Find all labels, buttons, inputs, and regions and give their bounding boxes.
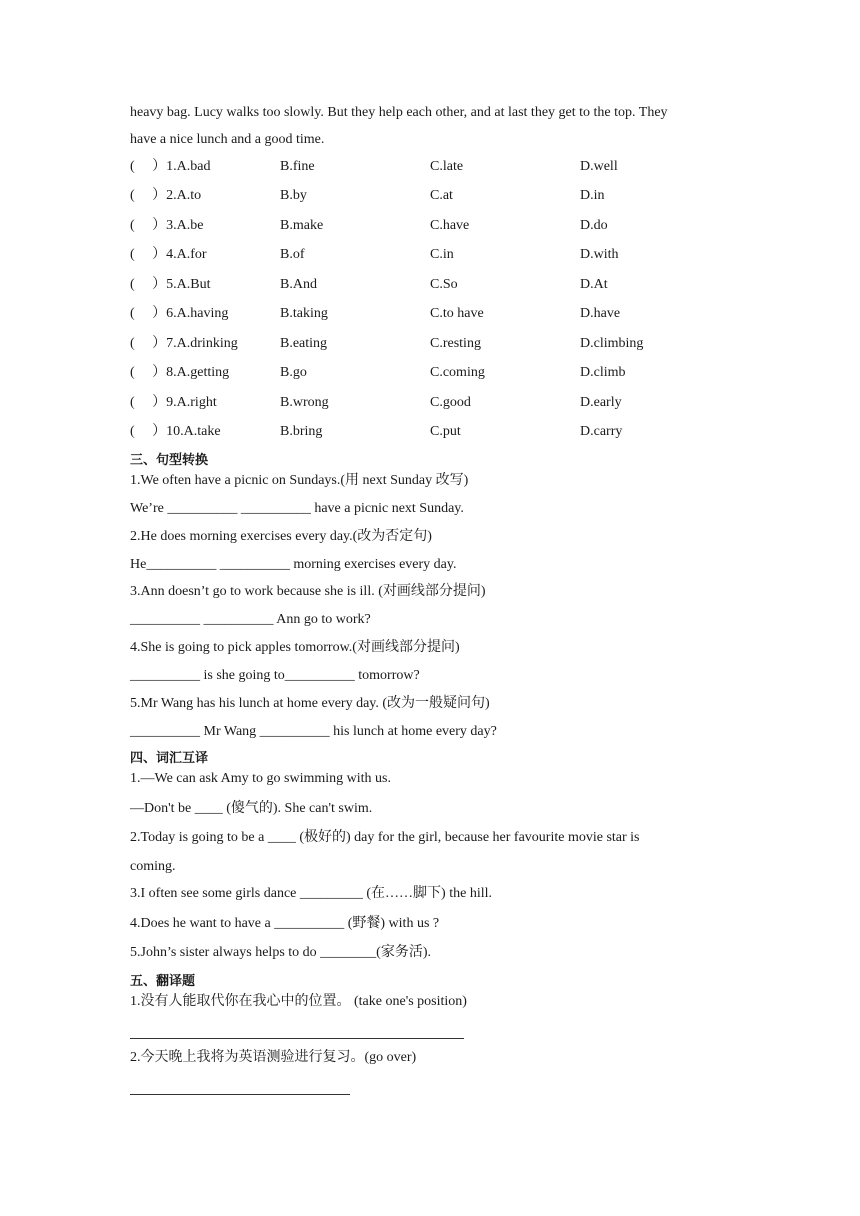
answer-line: He__________ __________ morning exercises every day.	[130, 557, 457, 572]
option-d: D.well	[580, 159, 618, 174]
option-c: C.So	[430, 277, 458, 292]
question-line: 4.Does he want to have a __________ (野餐) with us ?	[130, 916, 440, 931]
cloze-stem: ( ）3.A.be	[130, 218, 204, 233]
cloze-stem: ( ）9.A.right	[130, 395, 217, 410]
option-b: B.of	[280, 247, 305, 262]
translation-question-1: 1.没有人能取代你在我心中的位置。 (take one's position)	[130, 994, 467, 1009]
option-b: B.taking	[280, 306, 328, 321]
option-d: D.carry	[580, 424, 623, 439]
question-line: coming.	[130, 859, 176, 874]
question-line: 2.Today is going to be a ____ (极好的) day for the girl, because her favourite movie star is	[130, 830, 640, 845]
option-d: D.in	[580, 188, 605, 203]
question-line: 5.John’s sister always helps to do ________(家务活).	[130, 945, 431, 960]
option-d: D.do	[580, 218, 608, 233]
passage-line-1: heavy bag. Lucy walks too slowly. But they help each other, and at last they get to the top. They	[130, 105, 668, 120]
option-b: B.wrong	[280, 395, 329, 410]
cloze-stem: ( ）8.A.getting	[130, 365, 230, 380]
option-b: B.fine	[280, 159, 315, 174]
option-b: B.make	[280, 218, 324, 233]
answer-line: __________ is she going to__________ tomorrow?	[130, 668, 420, 683]
option-d: D.with	[580, 247, 619, 262]
answer-rule-2	[130, 1094, 350, 1095]
section-heading-vocabulary: 四、词汇互译	[130, 751, 209, 766]
section-heading-sentence-transformation: 三、句型转换	[130, 453, 209, 468]
translation-question-2: 2.今天晚上我将为英语测验进行复习。(go over)	[130, 1050, 417, 1065]
question-line: 5.Mr Wang has his lunch at home every day. (改为一般疑问句)	[130, 696, 490, 711]
answer-rule-1	[130, 1038, 464, 1039]
option-b: B.eating	[280, 336, 328, 351]
option-c: C.in	[430, 247, 454, 262]
question-line: 3.I often see some girls dance _________ (在……脚下) the hill.	[130, 886, 492, 901]
cloze-stem: ( ）2.A.to	[130, 188, 202, 203]
question-line: 1.We often have a picnic on Sundays.(用 next Sunday 改写)	[130, 473, 469, 488]
answer-line: __________ __________ Ann go to work?	[130, 612, 371, 627]
cloze-stem: ( ）1.A.bad	[130, 159, 211, 174]
option-c: C.coming	[430, 365, 485, 380]
option-b: B.And	[280, 277, 317, 292]
option-c: C.to have	[430, 306, 484, 321]
option-d: D.have	[580, 306, 621, 321]
option-c: C.late	[430, 159, 464, 174]
question-line: 1.—We can ask Amy to go swimming with us.	[130, 771, 391, 786]
option-c: C.put	[430, 424, 461, 439]
option-c: C.at	[430, 188, 453, 203]
answer-line: __________ Mr Wang __________ his lunch at home every day?	[130, 724, 497, 739]
option-c: C.resting	[430, 336, 481, 351]
option-b: B.bring	[280, 424, 323, 439]
cloze-stem: ( ）4.A.for	[130, 247, 207, 262]
section-heading-translation: 五、翻译题	[130, 974, 196, 989]
option-d: D.early	[580, 395, 622, 410]
answer-line: We’re __________ __________ have a picnic next Sunday.	[130, 501, 464, 516]
cloze-stem: ( ）6.A.having	[130, 306, 229, 321]
option-d: D.At	[580, 277, 608, 292]
option-b: B.by	[280, 188, 307, 203]
question-line: 2.He does morning exercises every day.(改为否定句)	[130, 529, 432, 544]
question-line: 3.Ann doesn’t go to work because she is ill. (对画线部分提问)	[130, 584, 486, 599]
option-c: C.good	[430, 395, 471, 410]
question-line: —Don't be ____ (傻气的). She can't swim.	[130, 801, 373, 816]
option-b: B.go	[280, 365, 307, 380]
cloze-stem: ( ）7.A.drinking	[130, 336, 238, 351]
cloze-stem: ( ）10.A.take	[130, 424, 221, 439]
cloze-stem: ( ）5.A.But	[130, 277, 211, 292]
option-d: D.climb	[580, 365, 626, 380]
passage-line-2: have a nice lunch and a good time.	[130, 132, 325, 147]
option-d: D.climbing	[580, 336, 644, 351]
question-line: 4.She is going to pick apples tomorrow.(对画线部分提问)	[130, 640, 460, 655]
option-c: C.have	[430, 218, 470, 233]
